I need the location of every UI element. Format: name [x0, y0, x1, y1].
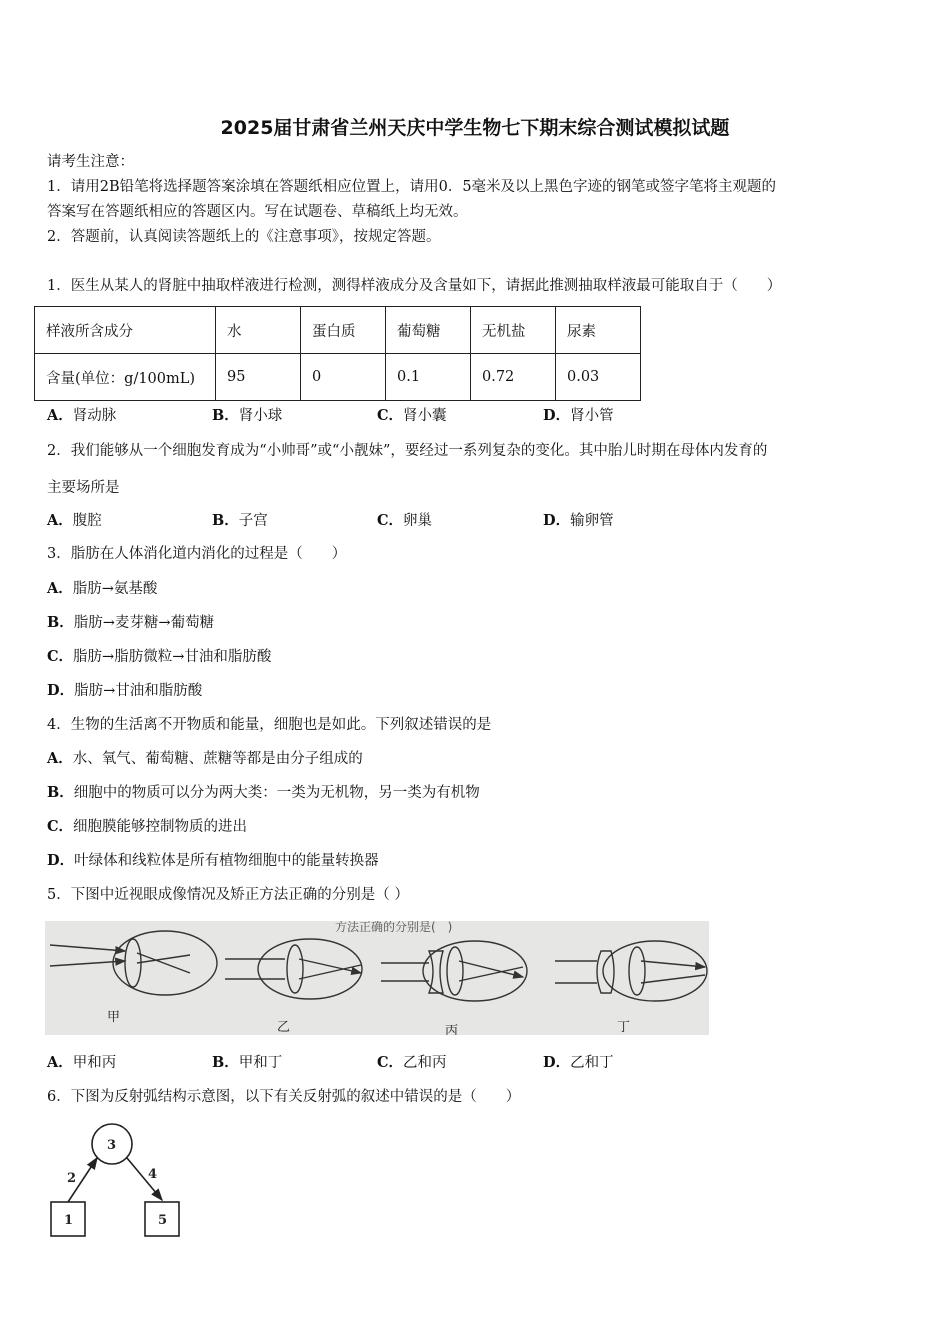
eye-bing — [381, 941, 527, 1001]
q4-stem: 4．生物的生活离不开物质和能量，细胞也是如此。下列叙述错误的是 — [47, 717, 492, 733]
label-jia: 甲 — [107, 1010, 121, 1025]
label-yi: 乙 — [277, 1020, 291, 1035]
q4-option-a: A．水、氧气、葡萄糖、蔗糖等都是由分子组成的 — [47, 750, 363, 767]
table-cell: 0.72 — [471, 354, 556, 401]
table-cell: 0 — [301, 354, 386, 401]
q5-stem: 5．下图中近视眼成像情况及矫正方法正确的分别是（ ） — [47, 887, 409, 903]
q1-option-d: D．肾小管 — [543, 407, 614, 424]
q2-option-a: A．腹腔 — [47, 512, 102, 529]
q6-stem: 6．下图为反射弧结构示意图，以下有关反射弧的叙述中错误的是（ ） — [47, 1089, 521, 1105]
q5-option-c: C．乙和丙 — [377, 1054, 447, 1071]
eye-ding — [555, 941, 707, 1001]
q1-option-b: B．肾小球 — [212, 407, 283, 424]
myopia-eye-figure — [45, 921, 709, 1035]
notice-heading: 请考生注意： — [47, 154, 134, 170]
table-cell: 水 — [216, 307, 301, 354]
eye-yi — [225, 939, 362, 999]
figure-header-text: 方法正确的分别是( ) — [335, 921, 453, 934]
q4-option-d: D．叶绿体和线粒体是所有植物细胞中的能量转换器 — [47, 852, 379, 869]
q1-option-a: A．肾动脉 — [47, 407, 117, 424]
table-cell: 0.03 — [556, 354, 641, 401]
eye-jia — [50, 931, 217, 995]
q5-option-d: D．乙和丁 — [543, 1054, 614, 1071]
q1-option-c: C．肾小囊 — [377, 407, 447, 424]
table-cell: 含量(单位：g/100mL) — [35, 354, 216, 401]
q2-option-c: C．卵巢 — [377, 512, 433, 529]
q2-stem-b: 主要场所是 — [47, 480, 120, 496]
q3-option-d: D．脂肪→甘油和脂肪酸 — [47, 682, 203, 699]
label-4: 4 — [148, 1167, 158, 1182]
table-cell: 0.1 — [386, 354, 471, 401]
table-cell: 95 — [216, 354, 301, 401]
table-cell: 蛋白质 — [301, 307, 386, 354]
q3-option-c: C．脂肪→脂肪微粒→甘油和脂肪酸 — [47, 648, 272, 665]
reflex-arc-figure — [45, 1120, 185, 1245]
label-2: 2 — [67, 1171, 77, 1186]
table-cell: 尿素 — [556, 307, 641, 354]
q2-option-b: B．子宫 — [212, 512, 268, 529]
label-ding: 丁 — [617, 1020, 631, 1035]
q5-option-b: B．甲和丁 — [212, 1054, 283, 1071]
q2-stem-a: 2．我们能够从一个细胞发育成为“小帅哥”或“小靓妹”，要经过一系列复杂的变化。其中胎儿时期在母体内发育的 — [47, 443, 768, 459]
label-1: 1 — [64, 1213, 74, 1228]
notice-line-2: 2．答题前，认真阅读答题纸上的《注意事项》，按规定答题。 — [47, 229, 441, 245]
q2-option-d: D．输卵管 — [543, 512, 614, 529]
label-3: 3 — [107, 1138, 117, 1153]
notice-line-1a: 1．请用2B铅笔将选择题答案涂填在答题纸相应位置上，请用0．5毫米及以上黑色字迹的钢笔或签字笔将主观题的 — [47, 179, 777, 195]
page-title: 2025届甘肃省兰州天庆中学生物七下期末综合测试模拟试题 — [220, 117, 730, 139]
q3-option-b: B．脂肪→麦芽糖→葡萄糖 — [47, 614, 215, 631]
table-header-row — [35, 307, 641, 354]
q3-stem: 3．脂肪在人体消化道内消化的过程是（ ） — [47, 546, 347, 562]
label-bing: 丙 — [445, 1024, 459, 1035]
q1-stem: 1．医生从某人的肾脏中抽取样液进行检测，测得样液成分及含量如下，请据此推测抽取样液最可能取自于（ ） — [47, 278, 782, 294]
table-cell: 无机盐 — [471, 307, 556, 354]
q4-option-c: C．细胞膜能够控制物质的进出 — [47, 818, 248, 835]
notice-line-1b: 答案写在答题纸相应的答题区内。写在试题卷、草稿纸上均无效。 — [47, 204, 468, 220]
sample-table — [34, 306, 641, 401]
q4-option-b: B．细胞中的物质可以分为两大类：一类为无机物，另一类为有机物 — [47, 784, 480, 801]
table-cell: 葡萄糖 — [386, 307, 471, 354]
label-5: 5 — [158, 1213, 168, 1228]
table-cell: 样液所含成分 — [35, 307, 216, 354]
q5-option-a: A．甲和丙 — [47, 1054, 117, 1071]
q3-option-a: A．脂肪→氨基酸 — [47, 580, 158, 597]
table-row — [35, 354, 641, 401]
